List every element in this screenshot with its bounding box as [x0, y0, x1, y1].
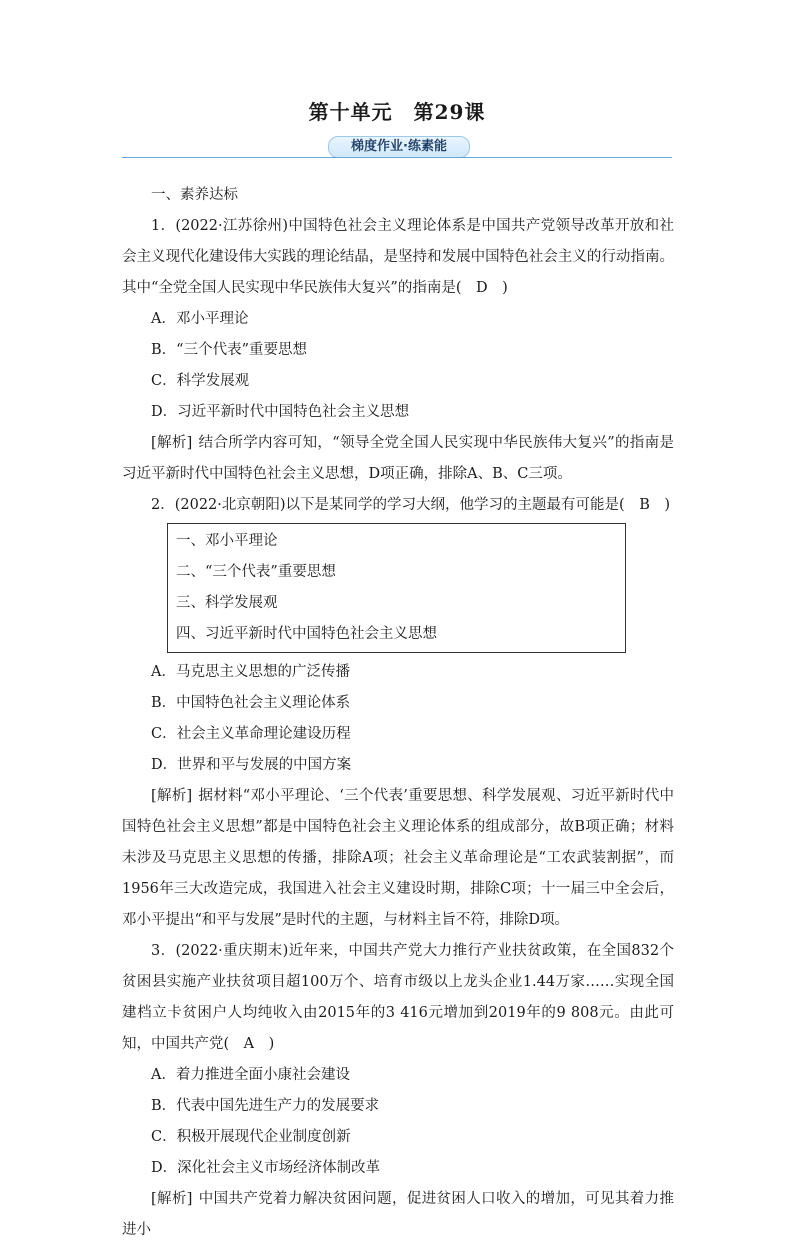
question-2-stem: 2．(2022·北京朝阳)以下是某同学的学习大纲，他学习的主题最有可能是( B )	[151, 497, 671, 513]
explanation-tag: [解析]	[151, 1191, 193, 1207]
question-2-explanation	[122, 781, 674, 936]
outline-item: 二、“三个代表”重要思想	[176, 564, 336, 580]
section-banner: 梯度作业·练素能	[328, 136, 470, 158]
option-b: B．中国特色社会主义理论体系	[151, 695, 351, 711]
outline-item: 三、科学发展观	[176, 595, 278, 611]
option-b: B．“三个代表”重要思想	[151, 342, 307, 358]
outline-box	[167, 523, 626, 653]
explanation-text: 据材料“邓小平理论、‘三个代表’重要思想、科学发展观、习近平新时代中国特色社会主义思想”都是中国特色社会主义理论体系的组成部分，故B项正确；材料未涉及马克思主义思想的传播，排除A项；社会主义革命理论是“工农武装割据”，而1956年三大改造完成，我国进入社会主义建设时期，排除C项；十一届三中全会后，邓小平提出“和平与发展”是时代的主题，与材料主旨不符，排除D项。	[122, 788, 674, 928]
option-c: C．科学发展观	[151, 373, 250, 389]
question-3-explanation	[122, 1184, 674, 1246]
option-c: C．社会主义革命理论建设历程	[151, 726, 351, 742]
header-rule	[122, 157, 672, 158]
option-a: A．马克思主义思想的广泛传播	[151, 664, 350, 680]
option-a: A．邓小平理论	[151, 311, 249, 327]
outline-item: 四、习近平新时代中国特色社会主义思想	[176, 626, 437, 642]
explanation-text: 结合所学内容可知，“领导全党全国人民实现中华民族伟大复兴”的指南是习近平新时代中国特色社会主义思想，D项正确，排除A、B、C三项。	[122, 435, 674, 482]
option-a: A．着力推进全面小康社会建设	[151, 1067, 350, 1083]
outline-item: 一、邓小平理论	[176, 533, 278, 549]
option-d: D．习近平新时代中国特色社会主义思想	[151, 404, 410, 420]
option-b: B．代表中国先进生产力的发展要求	[151, 1098, 380, 1114]
explanation-tag: [解析]	[151, 435, 193, 451]
question-3-options	[122, 1060, 674, 1184]
option-d: D．世界和平与发展的中国方案	[151, 757, 352, 773]
lesson-title: 第十单元 第29课	[308, 100, 486, 124]
option-c: C．积极开展现代企业制度创新	[151, 1129, 351, 1145]
content	[122, 180, 674, 1246]
explanation-text: 中国共产党着力解决贫困问题，促进贫困人口收入的增加，可见其着力推进小	[122, 1191, 674, 1238]
question-1-explanation	[122, 428, 674, 490]
explanation-tag: [解析]	[151, 788, 193, 804]
section-heading: 一、素养达标	[151, 187, 238, 203]
question-3-stem: 3．(2022·重庆期末)近年来，中国共产党大力推行产业扶贫政策，在全国832个贫困县实施产业扶贫项目超100万个、培育市级以上龙头企业1.44万家……实现全国建档立卡贫困户人均纯收入由2015年的3 416元增加到2019年的9 808元。由此可知，中国共产党( A )	[122, 943, 674, 1052]
question-1-options	[122, 304, 674, 428]
question-1-stem: 1．(2022·江苏徐州)中国特色社会主义理论体系是中国共产党领导改革开放和社会主义现代化建设伟大实践的理论结晶，是坚持和发展中国特色社会主义的行动指南。其中“全党全国人民实现中华民族伟大复兴”的指南是( D )	[122, 218, 674, 296]
option-d: D．深化社会主义市场经济体制改革	[151, 1160, 381, 1176]
question-2-options	[122, 657, 674, 781]
